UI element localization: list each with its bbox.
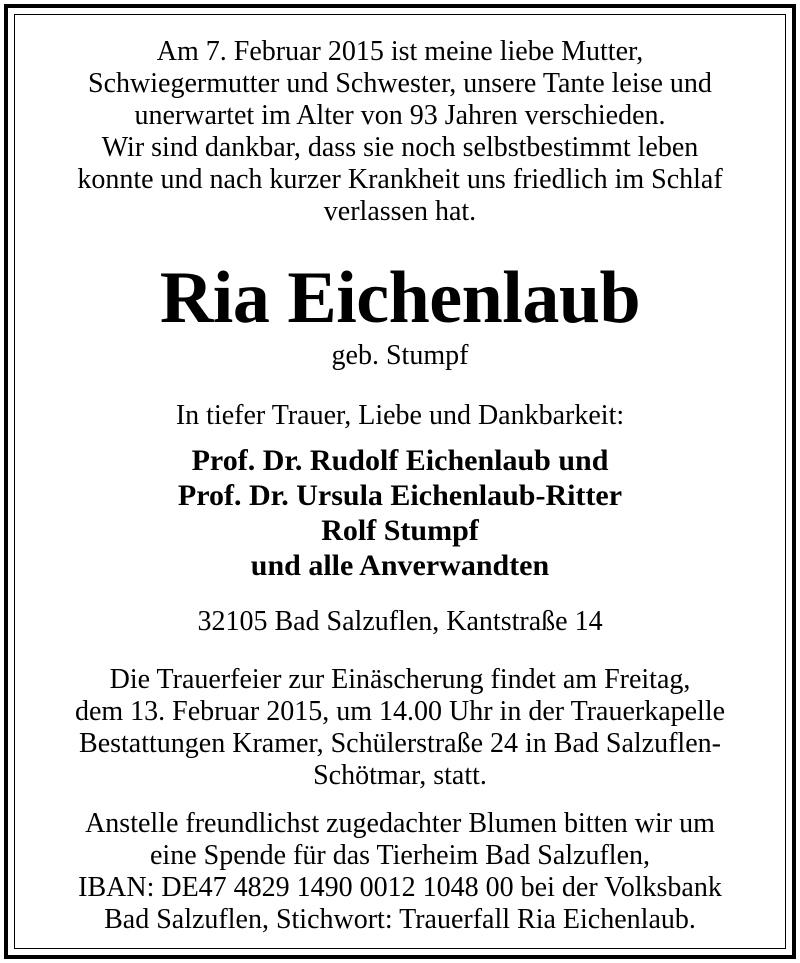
ceremony-paragraph: [8, 664, 792, 792]
mourner-line: Prof. Dr. Ursula Eichenlaub-Ritter: [177, 479, 623, 512]
ceremony-line: dem 13. Februar 2015, um 14.00 Uhr in der Trauerkapelle: [74, 696, 726, 727]
mourner-line: Prof. Dr. Rudolf Eichenlaub und: [191, 444, 609, 477]
mourner-line: und alle Anverwandten: [250, 549, 550, 582]
ceremony-line: Die Trauerfeier zur Einäscherung findet am Freitag,: [109, 664, 691, 695]
deceased-name: Ria Eichenlaub: [159, 257, 641, 339]
mourning-line: In tiefer Trauer, Liebe und Dankbarkeit:: [175, 400, 625, 431]
address: 32105 Bad Salzuflen, Kantstraße 14: [197, 606, 603, 637]
donation-line: IBAN: DE47 4829 1490 0012 1048 00 bei der Volksbank: [78, 872, 722, 903]
intro-line: verlassen hat.: [323, 196, 477, 227]
ceremony-line: Schötmar, statt.: [313, 760, 487, 791]
intro-line: Am 7. Februar 2015 ist meine liebe Mutter,: [156, 36, 644, 67]
intro-line: konnte und nach kurzer Krankheit uns friedlich im Schlaf: [77, 164, 723, 195]
mourners-list: [8, 443, 792, 583]
donation-line: Anstelle freundlichst zugedachter Blumen bitten wir um: [85, 808, 715, 839]
intro-line: unerwartet im Alter von 93 Jahren verschieden.: [134, 100, 666, 131]
intro-paragraph: [8, 36, 792, 228]
donation-line: eine Spende für das Tierheim Bad Salzuflen,: [149, 840, 650, 871]
intro-line: Wir sind dankbar, dass sie noch selbstbestimmt leben: [101, 132, 699, 163]
obituary-frame: [4, 4, 796, 959]
mourner-line: Rolf Stumpf: [321, 514, 479, 547]
donation-line: Bad Salzuflen, Stichwort: Trauerfall Ria Eichenlaub.: [104, 904, 696, 935]
birth-name: geb. Stumpf: [331, 340, 469, 371]
ceremony-line: Bestattungen Kramer, Schülerstraße 24 in Bad Salzuflen-: [79, 728, 721, 759]
donation-paragraph: [8, 808, 792, 936]
intro-line: Schwiegermutter und Schwester, unsere Tante leise und: [88, 68, 712, 99]
